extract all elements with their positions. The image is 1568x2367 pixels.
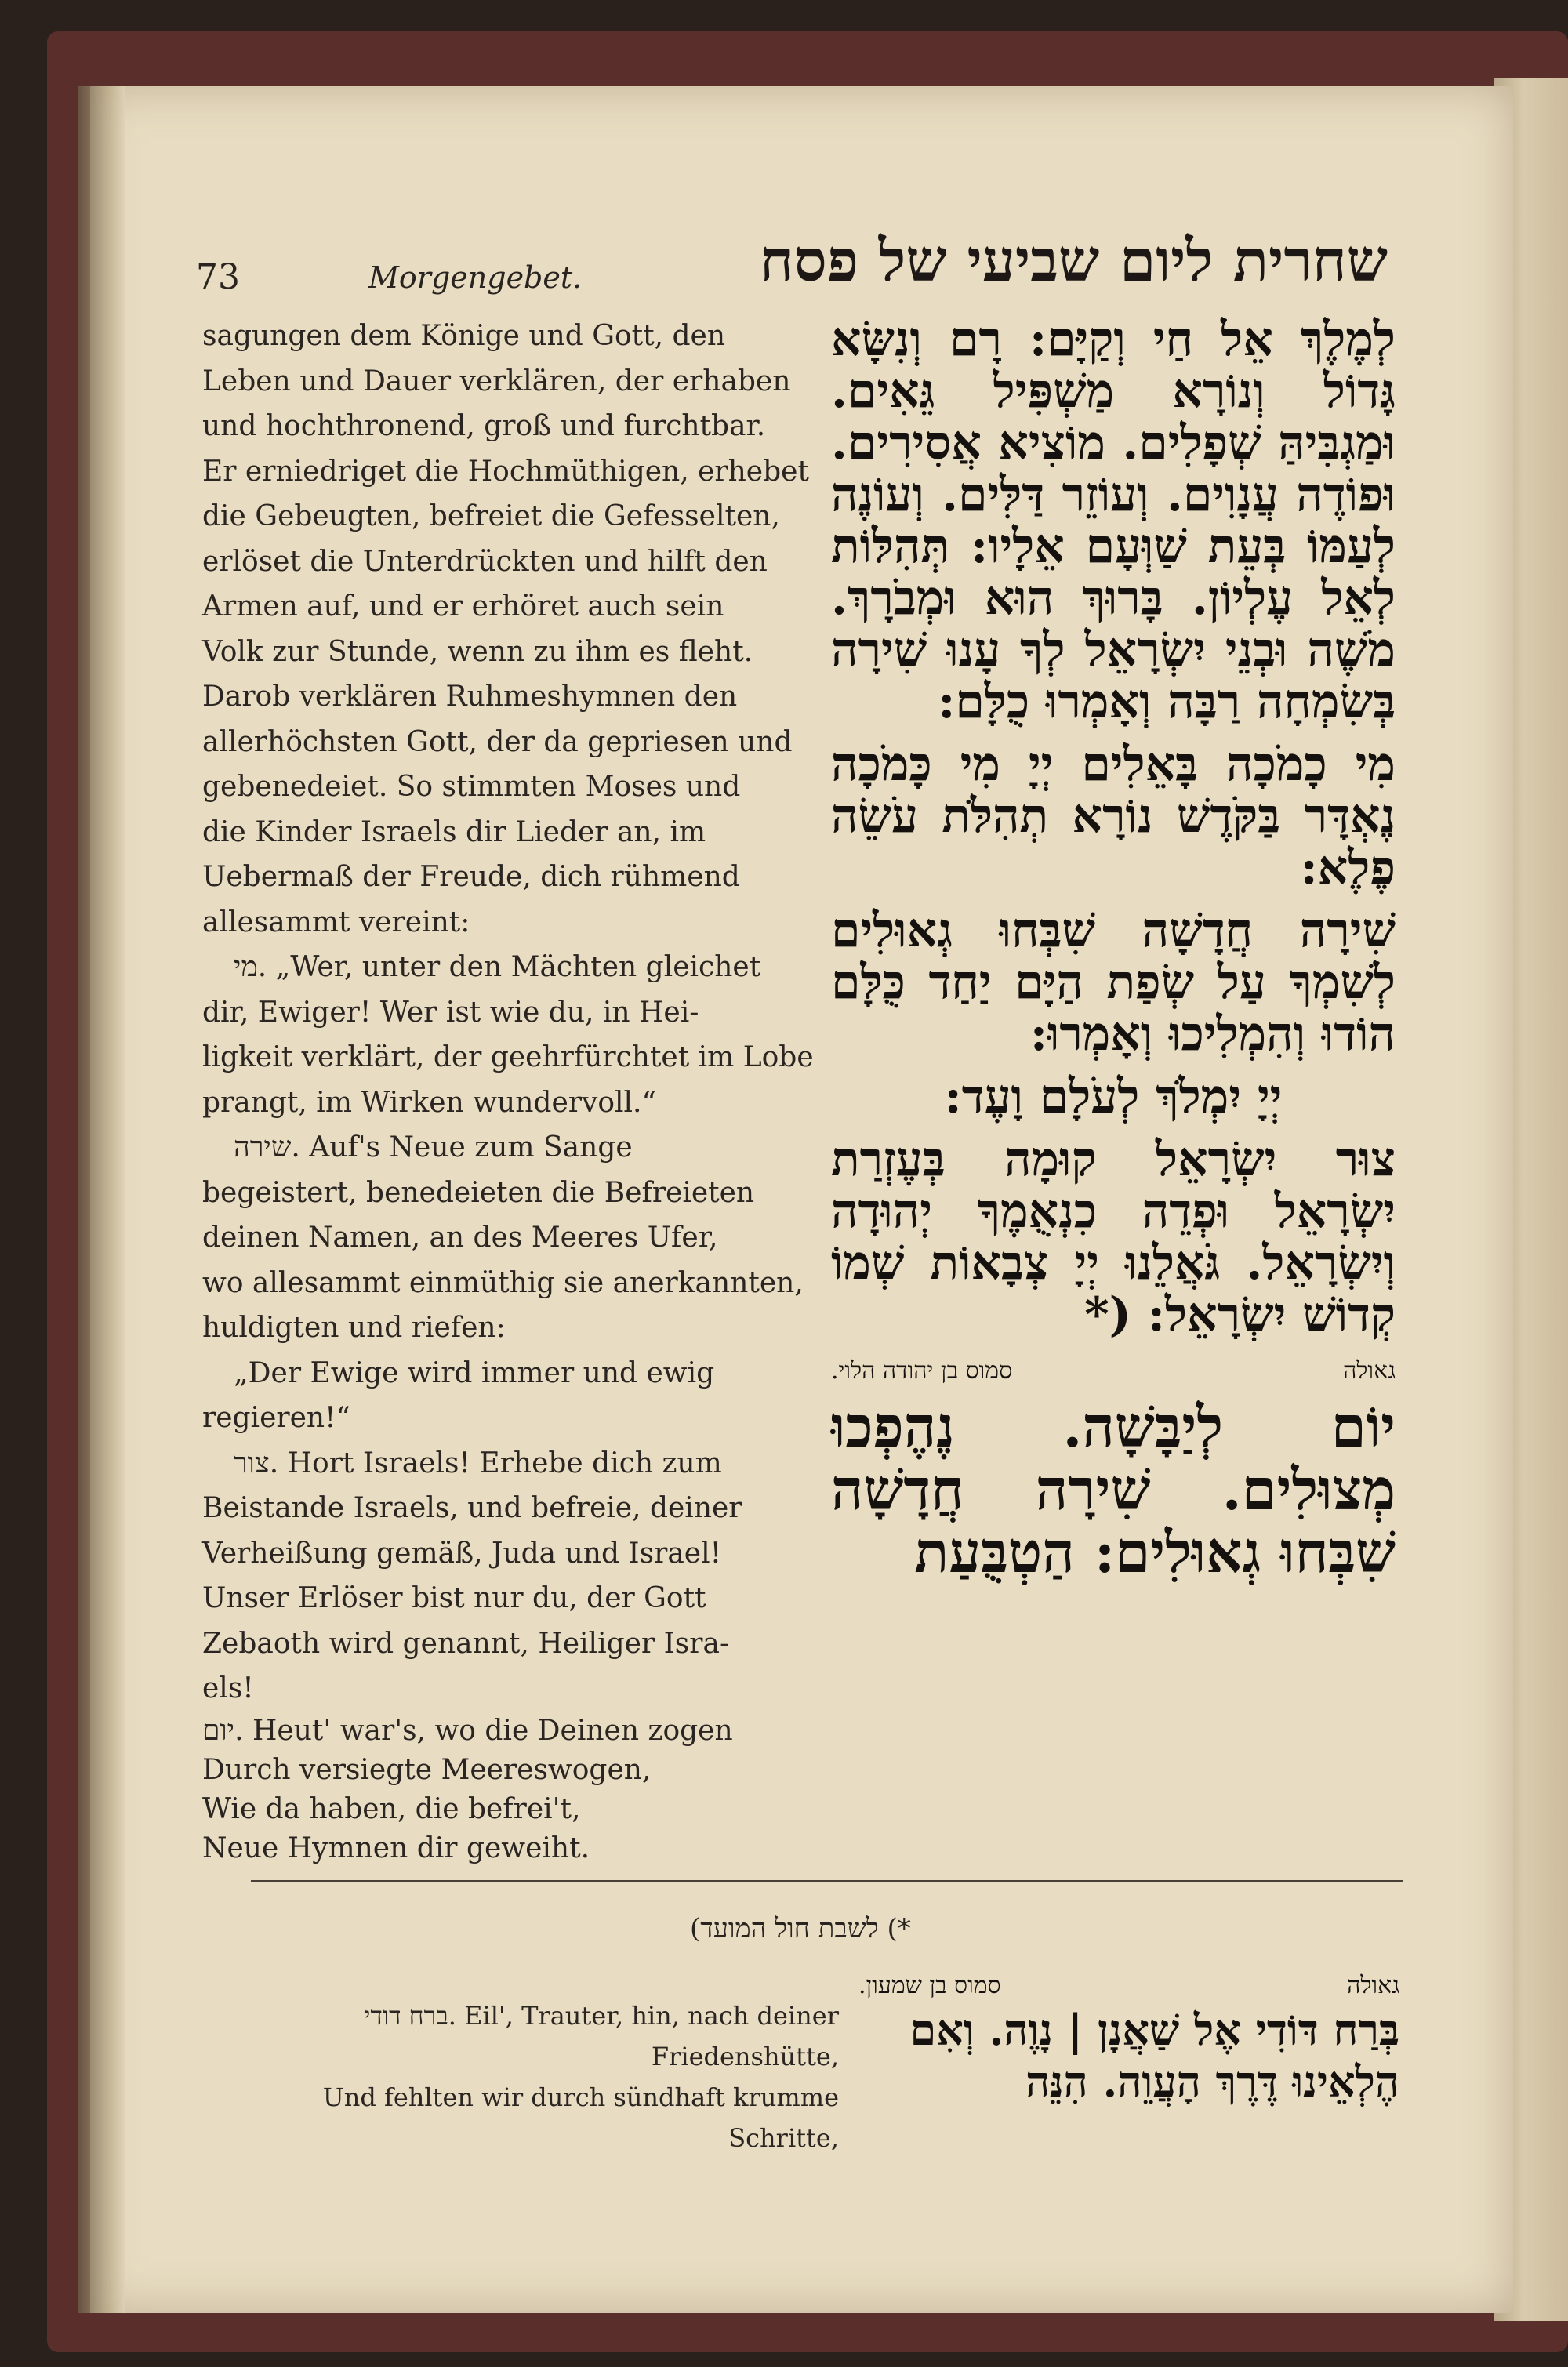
verse-line: Wie da haben, die befrei't,	[202, 1792, 581, 1825]
page-number: 73	[196, 257, 240, 297]
german-line: prangt, im Wirken wundervoll.“	[202, 1086, 656, 1119]
footnote-german	[235, 1995, 839, 2158]
footnote-note-left: סמוס בן שמעון.	[858, 1972, 1001, 1999]
footnote-attribution	[858, 1968, 1399, 2004]
german-line: erlöset die Unterdrückten und hilft den	[202, 545, 768, 578]
german-column	[202, 314, 829, 1868]
german-line: wo allesammt einmüthig sie anerkannten,	[202, 1266, 804, 1299]
german-line: Volk zur Stunde, wenn zu ihm es fleht.	[202, 635, 753, 668]
german-line: gebenedeiet. So stimmten Moses und	[202, 771, 741, 803]
footnote-hebrew-text: בְּרַח דּוֹדִי אֶל שַׁאֲנָן | נָוֶה. וְאִם הֶלְאֵינוּ דֶּרֶךְ הָעֲוֵה. הִנֵּה	[909, 2005, 1399, 2107]
hebrew-paragraph: יוֹם לְיַבָּשָׁה. נֶהֶפְכוּ מְצוּלִים. שִׁירָה חֲדָשָׁה שִׁבְּחוּ גְאוּלִים: הַטְבֻּעַת	[831, 1393, 1396, 1585]
german-line: els!	[202, 1672, 254, 1704]
page-gutter	[78, 86, 125, 2313]
german-line: begeistert, benedeieten die Befreieten	[202, 1176, 755, 1209]
german-line: צור. Hort Israels! Erhebe dich zum	[234, 1447, 722, 1479]
hebrew-paragraph: יְיָ יִמְלֹךְ לְעֹלָם וָעֶד:	[944, 1069, 1283, 1124]
german-line: Armen auf, und er erhöret auch sein	[202, 590, 724, 623]
hebrew-paragraph: מִי כָמֹכָה בָּאֵלִים יְיָ מִי כָּמֹכָה נֶאְדָּר בַּקֹּדֶשׁ נוֹרָא תְהִלֹּת עֹשֵׂה פֶלֶא:	[831, 737, 1396, 895]
page-header	[196, 227, 1388, 314]
german-line: die Gebeugten, befreiet die Gefesselten,	[202, 500, 780, 532]
german-line: huldigten und riefen:	[202, 1312, 506, 1344]
german-line: ligkeit verklärt, der geehrfürchtet im Lobe	[202, 1041, 814, 1073]
german-line: מי. „Wer, unter den Mächten gleichet	[234, 951, 761, 983]
verse-line: Durch versiegte Meereswogen,	[202, 1753, 652, 1786]
hebrew-paragraph: צוּר יִשְׂרָאֵל קוּמָה בְּעֶזְרַת יִשְׂרָאֵל וּפְדֵה כִנְאֻמֶךָ יְהוּדָה וְיִשְׂרָאֵל. גֹּאֲלֵנוּ יְיָ צְבָאוֹת שְׁמוֹ קְדוֹשׁ יִשְׂרָאֵל: (*	[831, 1132, 1396, 1342]
german-line: allerhöchsten Gott, der da gepriesen und	[202, 725, 793, 758]
german-line: sagungen dem Könige und Gott, den	[202, 320, 726, 352]
footnote-divider	[251, 1880, 1403, 1882]
german-line: שירה. Auf's Neue zum Sange	[234, 1131, 633, 1164]
footnote-hebrew	[858, 1968, 1399, 2107]
hebrew-note-left: סמוס בן יהודה הלוי.	[831, 1357, 1013, 1385]
hebrew-attribution	[831, 1352, 1396, 1391]
footnote-title: *) לשבת חול המועד)	[690, 1913, 911, 1944]
german-line: Zebaoth wird genannt, Heiliger Isra-	[202, 1627, 730, 1660]
hebrew-paragraph: שִׁירָה חֲדָשָׁה שִׁבְּחוּ גְאוּלִים לְשִׁמְךָ עַל שְׂפַת הַיָּם יַחַד כֻּלָּם הוֹדוּ וְהִמְלִיכוּ וְאָמְרוּ:	[831, 903, 1396, 1062]
german-line: und hochthronend, groß und furchtbar.	[202, 410, 766, 442]
footnote-german-line: Und fehlten wir durch sündhaft krumme	[322, 2082, 839, 2112]
german-line: Verheißung gemäß, Juda und Israel!	[202, 1537, 722, 1570]
german-line: Unser Erlöser bist nur du, der Gott	[202, 1582, 706, 1614]
footnote-note-right: גאולה	[1347, 1972, 1399, 1999]
german-line: „Der Ewige wird immer und ewig	[234, 1356, 715, 1389]
german-line: Er erniedriget die Hochmüthigen, erhebet	[202, 455, 809, 488]
verse-line: יום. Heut' war's, wo die Deinen zogen	[202, 1714, 733, 1747]
running-title: Morgengebet.	[368, 260, 583, 295]
german-line: Leben und Dauer verklären, der erhaben	[202, 365, 791, 398]
german-line: dir, Ewiger! Wer ist wie du, in Hei-	[202, 996, 699, 1029]
german-line: Darob verklären Ruhmeshymnen den	[202, 681, 738, 713]
verse-line: Neue Hymnen dir geweiht.	[202, 1832, 590, 1864]
hebrew-paragraph: לְמֶלֶךְ אֵל חַי וְקַיָּם: רָם וְנִשָּׂא גָּדוֹל וְנוֹרָא מַשְׁפִּיל גֵּאִים. וּמַגְבִּיהַּ שְׁפָלִים. מוֹצִיא אֲסִירִים. וּפוֹדֶה עֲנָוִים. וְעוֹזֵר דַּלִּים. וְעוֹנֶה לְעַמּוֹ בְּעֵת שַׁוְּעָם אֵלָיו: תְּהִלּוֹת לְאֵל עֶלְיוֹן. בָּרוּךְ הוּא וּמְבֹרָךְ. מֹשֶׁה וּבְנֵי יִשְׂרָאֵל לְךָ עָנוּ שִׁירָה בְּשִׂמְחָה רַבָּה וְאָמְרוּ כֻלָּם:	[831, 312, 1396, 729]
german-line: Uebermaß der Freude, dich rühmend	[202, 861, 740, 893]
footnote-german-line: ברח דודי. Eil', Trauter, hin, nach deiner	[364, 2001, 839, 2031]
german-line: allesammt vereint:	[202, 906, 470, 938]
german-line: regieren!“	[202, 1402, 350, 1434]
footnote-german-line: Schritte,	[728, 2123, 839, 2153]
footnote-german-line: Friedenshütte,	[651, 2042, 839, 2071]
hebrew-title: שחרית ליום שביעי של פסח	[759, 227, 1388, 295]
german-line: Beistande Israels, und befreie, deiner	[202, 1492, 742, 1524]
hebrew-note-right: גאולה	[1343, 1357, 1396, 1385]
german-line: deinen Namen, an des Meeres Ufer,	[202, 1222, 718, 1254]
german-line: die Kinder Israels dir Lieder an, im	[202, 815, 706, 848]
hebrew-column	[831, 314, 1396, 1595]
